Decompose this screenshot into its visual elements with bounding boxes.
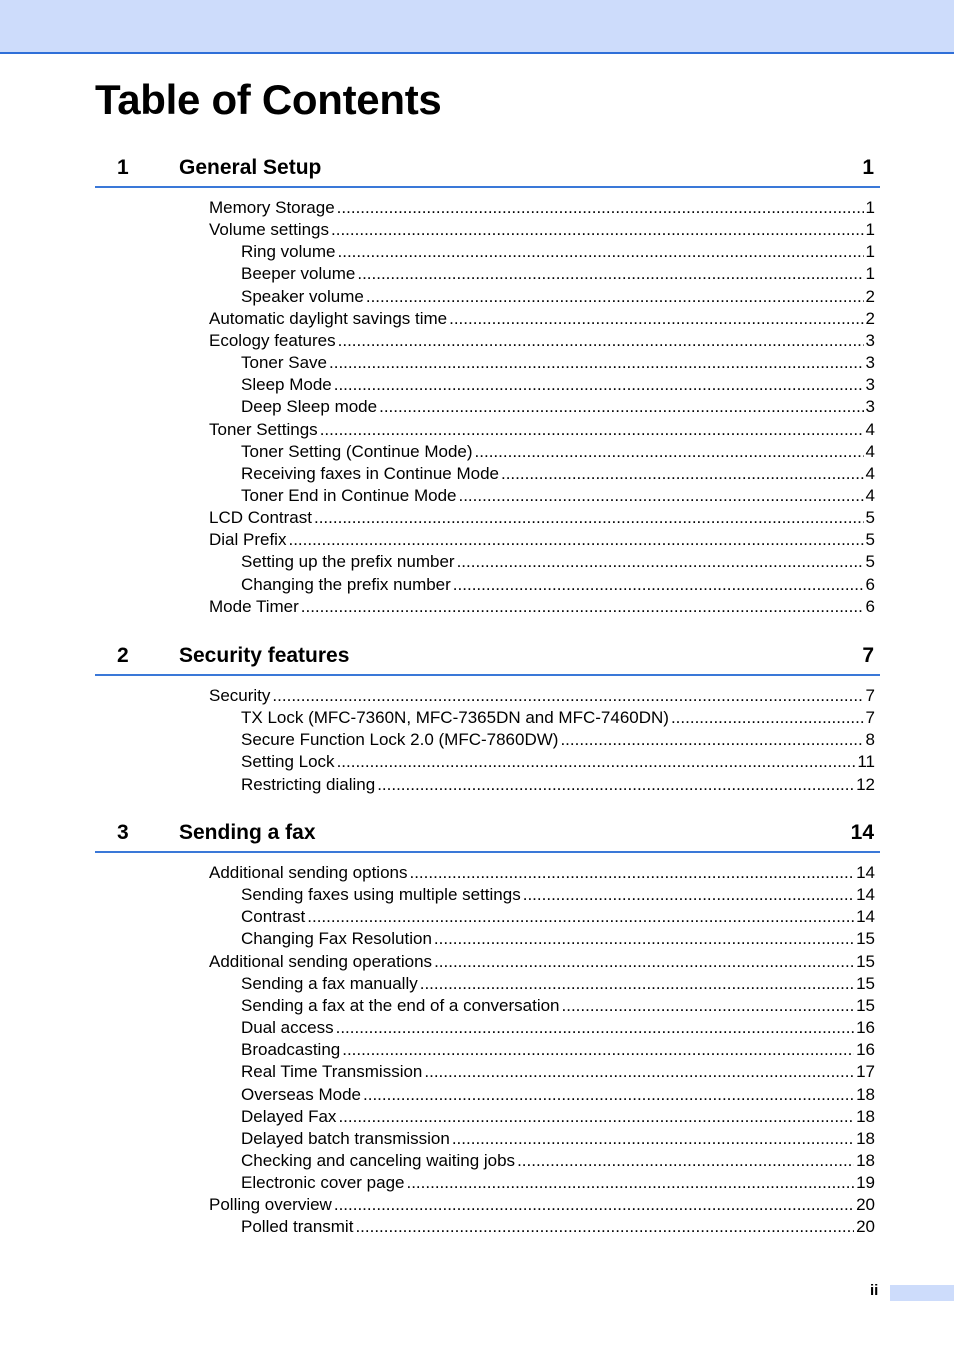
footer-bar <box>890 1285 954 1301</box>
toc-entry-label[interactable]: Sending faxes using multiple settings <box>241 885 521 905</box>
toc-entry[interactable] <box>209 331 875 351</box>
toc-entry-page: 5 <box>865 508 875 528</box>
dot-leader <box>434 929 854 949</box>
toc-entry-label[interactable]: Real Time Transmission <box>241 1062 423 1082</box>
chapter-title[interactable]: General Setup <box>179 156 322 179</box>
chapter-heading[interactable] <box>95 821 880 853</box>
toc-entry-label[interactable]: Toner End in Continue Mode <box>241 485 457 505</box>
toc-entry-page: 5 <box>865 552 875 572</box>
toc-entry[interactable] <box>241 486 875 506</box>
toc-entry-label[interactable]: Changing Fax Resolution <box>241 929 432 949</box>
page-number: ii <box>870 1282 879 1299</box>
toc-entry[interactable] <box>209 952 875 972</box>
dot-leader <box>307 907 854 927</box>
dot-leader <box>338 1107 854 1127</box>
dot-leader <box>424 1062 854 1082</box>
toc-entry-label[interactable]: Volume settings <box>209 220 330 240</box>
toc-entry-page: 18 <box>856 1150 875 1170</box>
toc-entry[interactable] <box>241 775 875 795</box>
toc-entry-page: 1 <box>865 264 875 284</box>
toc-entry[interactable] <box>241 974 875 994</box>
dot-leader <box>329 353 864 373</box>
toc-entry-page: 14 <box>856 885 875 905</box>
toc-entry-page: 1 <box>865 198 875 217</box>
chapter-number: 1 <box>117 156 129 179</box>
toc-entry-label[interactable]: Ring volume <box>241 242 336 262</box>
dot-leader <box>434 952 854 972</box>
toc-entry-page: 7 <box>865 686 875 705</box>
toc-entry-label[interactable]: Electronic cover page <box>241 1173 405 1193</box>
toc-entry[interactable] <box>241 1129 875 1149</box>
dot-leader <box>334 1195 854 1215</box>
toc-entry-label[interactable]: Deep Sleep mode <box>241 397 378 417</box>
toc-entry-label[interactable]: Overseas Mode <box>241 1084 361 1104</box>
dot-leader <box>366 287 864 307</box>
toc-entry-page: 20 <box>856 1217 875 1237</box>
dot-leader <box>336 1018 854 1038</box>
chapter-title[interactable]: Sending a fax <box>179 821 316 844</box>
chapter-heading[interactable] <box>95 644 880 676</box>
toc-entry[interactable] <box>209 530 875 550</box>
dot-leader <box>338 242 864 262</box>
toc-entry-label[interactable]: Restricting dialing <box>241 774 376 794</box>
toc-entry-label[interactable]: Delayed Fax <box>241 1106 337 1126</box>
dot-leader <box>671 708 864 728</box>
toc-entry-label[interactable]: LCD Contrast <box>209 508 312 528</box>
toc-entry-page: 2 <box>865 308 875 328</box>
header-bar <box>0 0 954 54</box>
toc-entry[interactable] <box>241 1085 875 1105</box>
toc-entry-page: 18 <box>856 1106 875 1126</box>
dot-leader <box>409 863 854 883</box>
toc-entry[interactable] <box>241 464 875 484</box>
chapter-page: 1 <box>862 156 874 179</box>
toc-entry[interactable] <box>241 708 875 728</box>
toc-entry-label[interactable]: Delayed batch transmission <box>241 1128 450 1148</box>
toc-entry-label[interactable]: Sending a fax manually <box>241 973 418 993</box>
dot-leader <box>457 552 864 572</box>
toc-entry-label[interactable]: Beeper volume <box>241 264 356 284</box>
toc-entry[interactable] <box>241 1151 875 1171</box>
dot-leader <box>320 420 864 440</box>
toc-entry-label[interactable]: Polling overview <box>209 1195 332 1215</box>
chapter-heading[interactable] <box>95 156 880 188</box>
chapter-number: 2 <box>117 644 129 667</box>
toc-entry-page: 15 <box>856 995 875 1015</box>
toc-entry-label[interactable]: Broadcasting <box>241 1040 341 1060</box>
page-title: Table of Contents <box>95 76 442 123</box>
toc-entry-page: 3 <box>865 353 875 373</box>
toc-entry-label[interactable]: Toner Save <box>241 353 327 373</box>
dot-leader <box>475 442 864 462</box>
toc-entry-label[interactable]: TX Lock (MFC-7360N, MFC-7365DN and MFC-7460DN) <box>241 708 669 728</box>
dot-leader <box>355 1217 854 1237</box>
toc-entry-page: 15 <box>856 951 875 971</box>
chapter-title[interactable]: Security features <box>179 644 350 667</box>
toc-entry[interactable] <box>209 198 875 218</box>
dot-leader <box>331 220 864 240</box>
toc-entry-page: 16 <box>856 1018 875 1038</box>
toc-entry-page: 8 <box>865 730 875 750</box>
dot-leader <box>453 575 864 595</box>
toc-entry[interactable] <box>241 353 875 373</box>
toc-entry-page: 15 <box>856 973 875 993</box>
toc-entry[interactable] <box>241 575 875 595</box>
toc-entry-page: 17 <box>856 1062 875 1082</box>
toc-entry-page: 14 <box>856 863 875 882</box>
dot-leader <box>562 996 855 1016</box>
toc-entry-page: 4 <box>865 485 875 505</box>
toc-entry-label[interactable]: Additional sending operations <box>209 951 433 971</box>
toc-entry-page: 18 <box>856 1128 875 1148</box>
toc-entry-label[interactable]: Setting Lock <box>241 752 335 772</box>
toc-entry[interactable] <box>241 996 875 1016</box>
toc-entry-label[interactable]: Memory Storage <box>209 198 335 217</box>
toc-entry[interactable] <box>241 752 875 772</box>
toc-entry[interactable] <box>241 264 875 284</box>
dot-leader <box>342 1040 854 1060</box>
toc-entry-label[interactable]: Contrast <box>241 907 306 927</box>
toc-entry-page: 3 <box>865 397 875 417</box>
toc-entry[interactable] <box>209 1195 875 1215</box>
dot-leader <box>458 486 863 506</box>
chapter-page: 7 <box>862 644 874 667</box>
toc-entry[interactable] <box>209 508 875 528</box>
toc-entry[interactable] <box>241 242 875 262</box>
toc-entry[interactable] <box>209 220 875 240</box>
toc-entry-page: 6 <box>865 596 875 616</box>
dot-leader <box>377 775 854 795</box>
toc-entry-page: 1 <box>865 242 875 262</box>
toc-entry-page: 6 <box>865 574 875 594</box>
dot-leader <box>449 309 863 329</box>
dot-leader <box>379 397 863 417</box>
toc-entry-page: 16 <box>856 1040 875 1060</box>
toc-entry-page: 3 <box>865 330 875 350</box>
toc-entry[interactable] <box>241 1062 875 1082</box>
dot-leader <box>523 885 854 905</box>
toc-entry[interactable] <box>241 1173 875 1193</box>
dot-leader <box>452 1129 854 1149</box>
chapter-number: 3 <box>117 821 129 844</box>
toc-entry-page: 5 <box>865 530 875 550</box>
toc-entry-label[interactable]: Checking and canceling waiting jobs <box>241 1150 516 1170</box>
toc-entry-label[interactable]: Speaker volume <box>241 286 364 306</box>
dot-leader <box>420 974 854 994</box>
toc-entry[interactable] <box>209 420 875 440</box>
toc-entry-page: 3 <box>865 375 875 395</box>
toc-entry[interactable] <box>209 309 875 329</box>
toc-entry[interactable] <box>241 552 875 572</box>
toc-entry-label[interactable]: Ecology features <box>209 330 336 350</box>
toc-entry-label[interactable]: Secure Function Lock 2.0 (MFC-7860DW) <box>241 730 559 750</box>
dot-leader <box>272 686 863 706</box>
chapter-page: 14 <box>850 821 874 844</box>
toc-entry-page: 11 <box>857 752 875 772</box>
toc-entry-label[interactable]: Polled transmit <box>241 1217 354 1237</box>
dot-leader <box>314 508 864 528</box>
toc-entry[interactable] <box>241 885 875 905</box>
toc-entry-page: 20 <box>856 1195 875 1215</box>
toc-entry-page: 4 <box>865 441 875 461</box>
dot-leader <box>334 375 864 395</box>
toc-entry-label[interactable]: Additional sending options <box>209 863 408 882</box>
toc-entry[interactable] <box>241 730 875 750</box>
toc-entry-page: 4 <box>865 463 875 483</box>
dot-leader <box>517 1151 854 1171</box>
toc-entry-label[interactable]: Dial Prefix <box>209 530 287 550</box>
dot-leader <box>560 730 863 750</box>
toc-entry-page: 12 <box>856 774 875 794</box>
toc-entry-label[interactable]: Security <box>209 686 271 705</box>
toc-entry-label[interactable]: Toner Setting (Continue Mode) <box>241 441 473 461</box>
toc-entry-label[interactable]: Receiving faxes in Continue Mode <box>241 463 499 483</box>
toc-entry-page: 14 <box>856 907 875 927</box>
dot-leader <box>337 752 856 772</box>
toc-entry-label[interactable]: Automatic daylight savings time <box>209 308 448 328</box>
toc-entry[interactable] <box>241 442 875 462</box>
dot-leader <box>337 198 864 218</box>
toc-entry-page: 18 <box>856 1084 875 1104</box>
dot-leader <box>338 331 864 351</box>
toc-entry[interactable] <box>241 1040 875 1060</box>
toc-entry-page: 15 <box>856 929 875 949</box>
toc-entry[interactable] <box>209 686 875 706</box>
toc-entry[interactable] <box>241 1018 875 1038</box>
toc-entry-page: 2 <box>865 286 875 306</box>
dot-leader <box>406 1173 854 1193</box>
dot-leader <box>363 1085 854 1105</box>
toc-entry-label[interactable]: Sending a fax at the end of a conversation <box>241 995 560 1015</box>
dot-leader <box>301 597 864 617</box>
toc-entry[interactable] <box>241 287 875 307</box>
toc-entry[interactable] <box>241 375 875 395</box>
toc-entry-page: 19 <box>856 1173 875 1193</box>
toc-entry-page: 4 <box>865 419 875 439</box>
toc-entry[interactable] <box>241 907 875 927</box>
toc-entry-label[interactable]: Mode Timer <box>209 596 299 616</box>
toc-entry-page: 7 <box>865 708 875 728</box>
toc-entry-label[interactable]: Sleep Mode <box>241 375 332 395</box>
toc-entry-page: 1 <box>865 220 875 240</box>
toc-entry[interactable] <box>241 1107 875 1127</box>
dot-leader <box>288 530 863 550</box>
toc-entry-label[interactable]: Dual access <box>241 1018 334 1038</box>
dot-leader <box>501 464 864 484</box>
toc-entry[interactable] <box>209 597 875 617</box>
toc-entry[interactable] <box>209 863 875 883</box>
toc-entry-label[interactable]: Changing the prefix number <box>241 574 451 594</box>
toc-entry[interactable] <box>241 397 875 417</box>
toc-entry-label[interactable]: Toner Settings <box>209 419 318 439</box>
dot-leader <box>357 264 863 284</box>
toc-entry[interactable] <box>241 929 875 949</box>
toc-entry-label[interactable]: Setting up the prefix number <box>241 552 455 572</box>
toc-entry[interactable] <box>241 1217 875 1237</box>
